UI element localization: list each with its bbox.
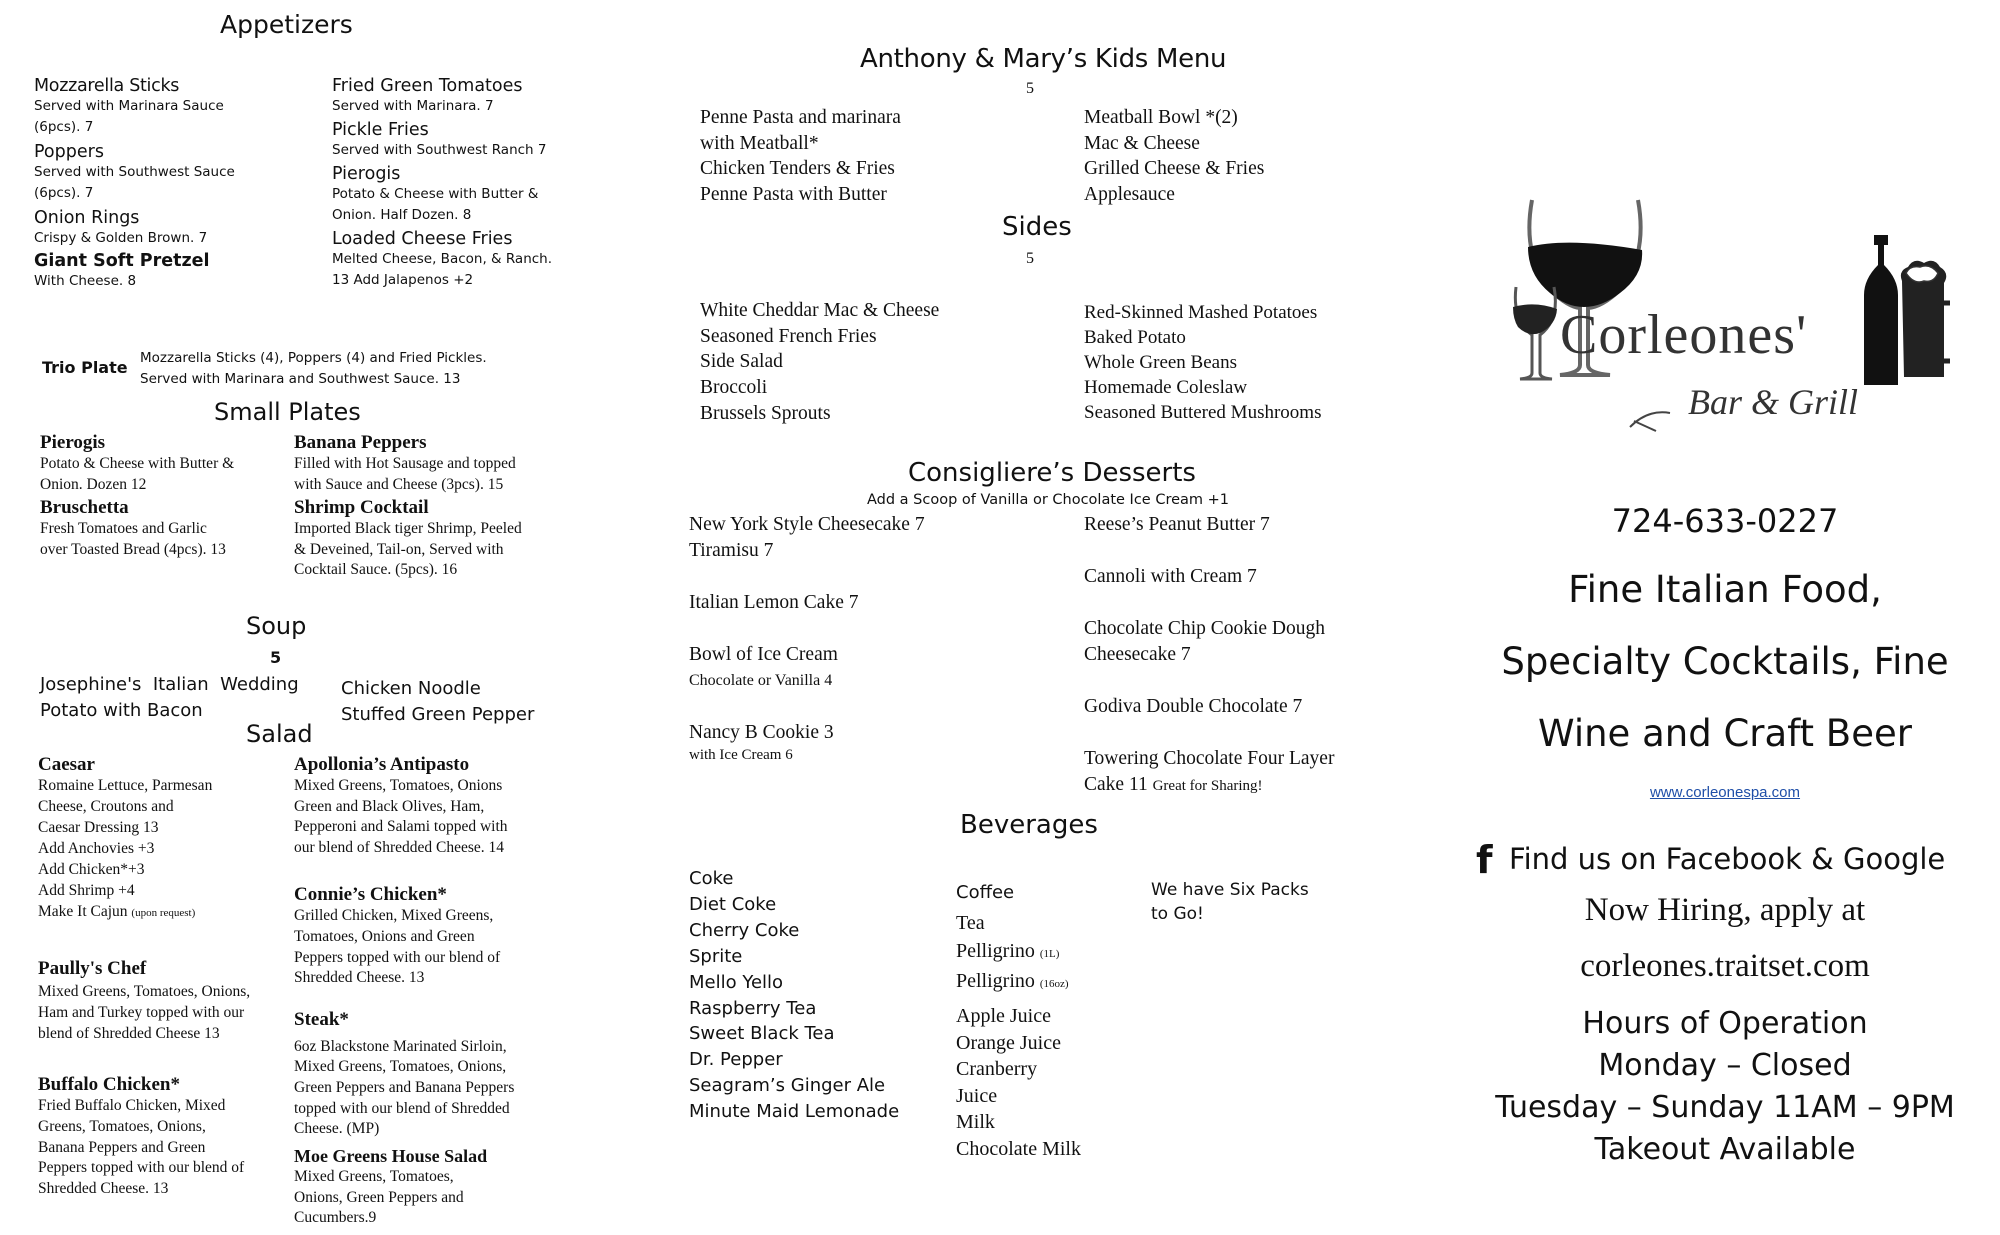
small-plates-left [40, 432, 300, 560]
logo [1510, 195, 1950, 440]
menu-item-name: Fried Green Tomatoes [332, 76, 523, 96]
sides-right [1084, 300, 1321, 425]
desc-line: Onion. Dozen 12 [40, 475, 147, 493]
kids-item: Mac & Cheese [1084, 132, 1200, 154]
desc-line: Mixed Greens, Tomatoes, [294, 1167, 454, 1185]
soup-item: Stuffed Green Pepper [341, 704, 535, 726]
kids-item: Penne Pasta with Butter [700, 184, 887, 206]
menu-item-desc [38, 982, 308, 1044]
beverages-col1 [689, 866, 899, 1125]
kids-item: Grilled Cheese & Fries [1084, 158, 1265, 180]
menu-item-name: Moe Greens House Salad [294, 1145, 488, 1166]
kids-item: Meatball Bowl *(2) [1084, 107, 1238, 128]
trio-desc-line: Mozzarella Sticks (4), Poppers (4) and Fried Pickles. [140, 350, 487, 366]
dessert-item: Reese’s Peanut Butter 7 [1084, 514, 1270, 535]
desc-line: over Toasted Bread (4pcs). 13 [40, 540, 226, 558]
beverage-item: Raspberry Tea [689, 997, 817, 1019]
desc-line: Peppers topped with our blend of [38, 1159, 245, 1177]
menu-item-name: Bruschetta [40, 497, 129, 519]
side-item: Brussels Sprouts [700, 402, 831, 424]
six-packs-line: to Go! [1151, 904, 1204, 924]
side-item: White Cheddar Mac & Cheese [700, 300, 940, 321]
beverage-item: Minute Maid Lemonade [689, 1101, 900, 1123]
beverage-item: Diet Coke [689, 893, 777, 915]
pelligrino-name: Pelligrino [956, 940, 1035, 962]
menu-item-desc [294, 519, 614, 581]
dessert-item: Godiva Double Chocolate 7 [1084, 696, 1303, 717]
side-item: Homemade Coleslaw [1084, 377, 1248, 399]
kids-item: Applesauce [1084, 184, 1175, 206]
dessert-item: Nancy B Cookie 3 [689, 722, 834, 743]
tagline-line: Fine Italian Food, [1568, 568, 1882, 611]
towering-note: Great for Sharing! [1152, 778, 1263, 794]
menu-item-desc [40, 454, 300, 495]
desc-line: Add Chicken*+3 [38, 860, 145, 878]
menu-item-desc [294, 1037, 614, 1140]
appetizers-right [332, 76, 632, 291]
beverage-item: Milk [956, 1111, 995, 1133]
kids-item: Chicken Tenders & Fries [700, 158, 895, 180]
kids-left [700, 105, 901, 208]
pelligrino-name: Pelligrino [956, 970, 1035, 992]
menu-item-name: Connie’s Chicken* [294, 884, 447, 906]
menu-item-desc [294, 906, 614, 988]
desc-line: Ham and Turkey topped with our [38, 1004, 245, 1022]
logo-wordmark: Corleones' [1560, 304, 1808, 366]
menu-item-desc [294, 776, 614, 858]
soup-item: Josephine's Italian Wedding [40, 674, 299, 695]
menu-item-desc: Potato & Cheese with Butter & [332, 186, 539, 203]
menu-item-name: Onion Rings [34, 208, 140, 229]
menu-item-name: Banana Peppers [294, 432, 427, 453]
desc-line: Fresh Tomatoes and Garlic [40, 520, 207, 538]
desc-line: Onions, Green Peppers and [294, 1188, 464, 1206]
menu-item-name: Poppers [34, 142, 104, 163]
dessert-note: with Ice Cream 6 [689, 747, 793, 763]
beverage-item: Mello Yello [689, 971, 784, 993]
desc-line: Green Peppers and Banana Peppers [294, 1079, 515, 1097]
dessert-item: Italian Lemon Cake 7 [689, 592, 859, 613]
hours-line: Monday – Closed [1598, 1048, 1852, 1083]
menu-item-desc: With Cheese. 8 [34, 273, 137, 290]
salad-right [294, 754, 614, 1229]
menu-item-desc [40, 519, 300, 560]
desc-line: Shredded Cheese. 13 [38, 1179, 169, 1197]
desserts-title: Consigliere’s Desserts [908, 458, 1196, 488]
dessert-item: Towering Chocolate Four Layer [1084, 748, 1335, 769]
takeout-note: Takeout Available [1594, 1132, 1856, 1167]
desc-line: Cheese. (MP) [294, 1120, 380, 1138]
desserts-subtitle: Add a Scoop of Vanilla or Chocolate Ice Cream +1 [867, 492, 1230, 508]
menu-item-name: Loaded Cheese Fries [332, 229, 513, 250]
beverage-item: Sweet Black Tea [689, 1023, 835, 1045]
desc-line: Filled with Hot Sausage and topped [294, 455, 516, 472]
soup-left [40, 672, 299, 724]
menu-item-name: Apollonia’s Antipasto [294, 754, 470, 775]
trio-plate-name: Trio Plate [42, 358, 128, 377]
menu-item-desc: Onion. Half Dozen. 8 [332, 207, 472, 224]
kids-right [1084, 105, 1264, 208]
menu-item-desc: (6pcs). 7 [34, 185, 94, 202]
dessert-item: New York Style Cheesecake 7 [689, 514, 925, 535]
dessert-note: Chocolate or Vanilla 4 [689, 672, 833, 689]
six-packs-line: We have Six Packs [1151, 880, 1309, 900]
website-link[interactable]: www.corleonespa.com [1649, 784, 1801, 801]
beverage-item: Chocolate Milk [956, 1137, 1081, 1160]
beverage-item: Orange Juice [956, 1031, 1061, 1054]
desc-line: Cheese, Croutons and [38, 797, 174, 815]
beverage-item: Apple Juice [956, 1005, 1051, 1027]
desc-line: Romaine Lettuce, Parmesan [38, 777, 213, 794]
menu-item-desc: (6pcs). 7 [34, 119, 94, 136]
dessert-item [1084, 772, 1334, 799]
desc-line: Add Anchovies +3 [38, 839, 155, 857]
side-item: Baked Potato [1084, 327, 1186, 349]
soup-item: Potato with Bacon [40, 700, 203, 722]
dessert-item: Cannoli with Cream 7 [1084, 566, 1257, 587]
beverage-item: Juice [956, 1084, 998, 1107]
desc-line: Potato & Cheese with Butter & [40, 455, 235, 472]
hours-line: Tuesday – Sunday 11AM – 9PM [1495, 1090, 1955, 1125]
desc-line: Fried Buffalo Chicken, Mixed [38, 1097, 226, 1115]
six-packs-note [1151, 878, 1309, 926]
facebook-text: Find us on Facebook & Google [1509, 842, 1946, 876]
kids-menu-price: 5 [1026, 80, 1034, 97]
beverage-item: Cherry Coke [689, 919, 800, 941]
desc-line: 6oz Blackstone Marinated Sirloin, [294, 1037, 507, 1055]
menu-item-desc: Served with Southwest Sauce [34, 164, 235, 181]
beverage-item: Dr. Pepper [689, 1049, 783, 1071]
hiring-link[interactable]: corleones.traitset.com [1580, 948, 1870, 984]
desc-line [38, 902, 308, 923]
menu-item-desc: Melted Cheese, Bacon, & Ranch. [332, 251, 553, 268]
dessert-item: Tiramisu 7 [689, 540, 774, 561]
menu-item-name: Pickle Fries [332, 120, 429, 141]
towering-text: Cake 11 [1084, 774, 1148, 795]
trio-desc-line: Served with Marinara and Southwest Sauce. 13 [140, 371, 461, 388]
beverage-item: Sprite [689, 945, 743, 967]
desc-line: Grilled Chicken, Mixed Greens, [294, 907, 494, 925]
tagline-line: Wine and Craft Beer [1538, 712, 1912, 755]
desc-line: blend of Shredded Cheese 13 [38, 1024, 220, 1042]
desc-line: Add Shrimp +4 [38, 881, 135, 899]
kids-item: Penne Pasta and marinara [700, 107, 901, 128]
trio-plate-desc [140, 348, 487, 390]
desc-line: Mixed Greens, Tomatoes, Onions, [38, 983, 251, 1001]
small-plates-title: Small Plates [214, 398, 361, 426]
side-item: Seasoned French Fries [700, 325, 877, 347]
desc-line: Banana Peppers and Green [38, 1138, 206, 1156]
desc-line: Imported Black tiger Shrimp, Peeled [294, 520, 522, 538]
desc-line: Mixed Greens, Tomatoes, Onions [294, 777, 503, 794]
menu-item-name: Giant Soft Pretzel [34, 251, 210, 272]
desc-line: Shredded Cheese. 13 [294, 969, 425, 987]
menu-item-desc [38, 776, 308, 922]
beverage-item [956, 938, 1081, 968]
sides-price: 5 [1026, 250, 1034, 267]
soup-price: 5 [270, 648, 282, 667]
beverage-item: Seagram’s Ginger Ale [689, 1075, 886, 1097]
pelligrino-size: (16oz) [1039, 978, 1069, 990]
beverages-col2 [956, 878, 1081, 1162]
desc-line: topped with our blend of Shredded [294, 1099, 510, 1117]
menu-item-name: Caesar [38, 754, 95, 775]
small-plates-right [294, 432, 614, 581]
soup-title: Soup [246, 612, 307, 640]
hours-title: Hours of Operation [1582, 1006, 1868, 1041]
kids-item: with Meatball* [700, 132, 819, 154]
menu-item-desc: 13 Add Jalapenos +2 [332, 272, 474, 289]
desc-line: Mixed Greens, Tomatoes, Onions, [294, 1058, 507, 1076]
dessert-item: Chocolate Chip Cookie Dough [1084, 618, 1326, 639]
hiring-line: Now Hiring, apply at [1584, 892, 1866, 928]
desserts-right [1084, 512, 1334, 799]
beverage-list [956, 1003, 1081, 1162]
menu-item-name: Pierogis [40, 432, 106, 453]
soup-right [341, 676, 534, 728]
desc-line: our blend of Shredded Cheese. 14 [294, 838, 505, 856]
facebook-icon[interactable]: f [1476, 838, 1493, 882]
desc-line: Cocktail Sauce. (5pcs). 16 [294, 561, 458, 579]
beverage-item: Cranberry [956, 1058, 1038, 1080]
beverages-title: Beverages [960, 810, 1098, 840]
menu-item-desc: Served with Marinara Sauce [34, 98, 224, 114]
desc-line: Pepperoni and Salami topped with [294, 818, 508, 836]
side-item: Whole Green Beans [1084, 352, 1237, 374]
menu-item-name: Paully's Chef [38, 958, 147, 980]
side-item: Side Salad [700, 351, 783, 373]
beverage-item: Coke [689, 868, 734, 889]
desc-line: & Deveined, Tail-on, Served with [294, 540, 504, 558]
appetizers-left [34, 76, 324, 292]
menu-item-desc: Served with Southwest Ranch 7 [332, 142, 547, 159]
menu-item-name: Steak* [294, 1008, 349, 1030]
salad-title: Salad [246, 720, 313, 748]
desc-line: with Sauce and Cheese (3pcs). 15 [294, 475, 504, 493]
logo-subtitle: Bar & Grill [1688, 382, 1859, 422]
phone-number[interactable]: 724-633-0227 [1611, 502, 1839, 540]
menu-item-desc [294, 454, 614, 495]
beverage-item: Tea [956, 912, 985, 934]
menu-item-name: Buffalo Chicken* [38, 1074, 180, 1096]
pelligrino-size: (1L) [1039, 948, 1060, 960]
desc-line: Greens, Tomatoes, Onions, [38, 1117, 206, 1135]
side-item: Red-Skinned Mashed Potatoes [1084, 302, 1318, 323]
menu-item-desc [294, 1167, 614, 1229]
facebook-row[interactable] [1476, 838, 1956, 882]
dessert-item: Bowl of Ice Cream [689, 644, 838, 665]
cajun-label: Make It Cajun [38, 902, 128, 920]
menu-item-name: Pierogis [332, 164, 401, 185]
tagline-line: Specialty Cocktails, Fine [1501, 640, 1949, 683]
kids-menu-title: Anthony & Mary’s Kids Menu [860, 44, 1227, 74]
beverage-item: Coffee [956, 882, 1015, 903]
cajun-note: (upon request) [131, 906, 196, 919]
side-item: Broccoli [700, 377, 768, 399]
menu-item-desc [38, 1096, 308, 1199]
desc-line: Tomatoes, Onions and Green [294, 928, 475, 946]
beverage-item [956, 968, 1081, 998]
dessert-item: Cheesecake 7 [1084, 644, 1191, 665]
appetizers-title: Appetizers [220, 10, 353, 39]
soup-item: Chicken Noodle [341, 678, 481, 699]
sides-left [700, 298, 939, 427]
side-item: Seasoned Buttered Mushrooms [1084, 402, 1322, 424]
sides-title: Sides [1002, 212, 1072, 242]
menu-item-desc: Crispy & Golden Brown. 7 [34, 230, 208, 247]
desc-line: Cucumbers.9 [294, 1209, 377, 1227]
desc-line: Caesar Dressing 13 [38, 818, 159, 836]
menu-item-name: Shrimp Cocktail [294, 497, 429, 519]
desc-line: Peppers topped with our blend of [294, 948, 501, 966]
desc-line: Green and Black Olives, Ham, [294, 797, 485, 815]
salad-left [38, 754, 308, 1199]
menu-item-name: Mozzarella Sticks [34, 76, 180, 96]
menu-item-desc: Served with Marinara. 7 [332, 98, 494, 114]
desserts-left [689, 512, 925, 764]
